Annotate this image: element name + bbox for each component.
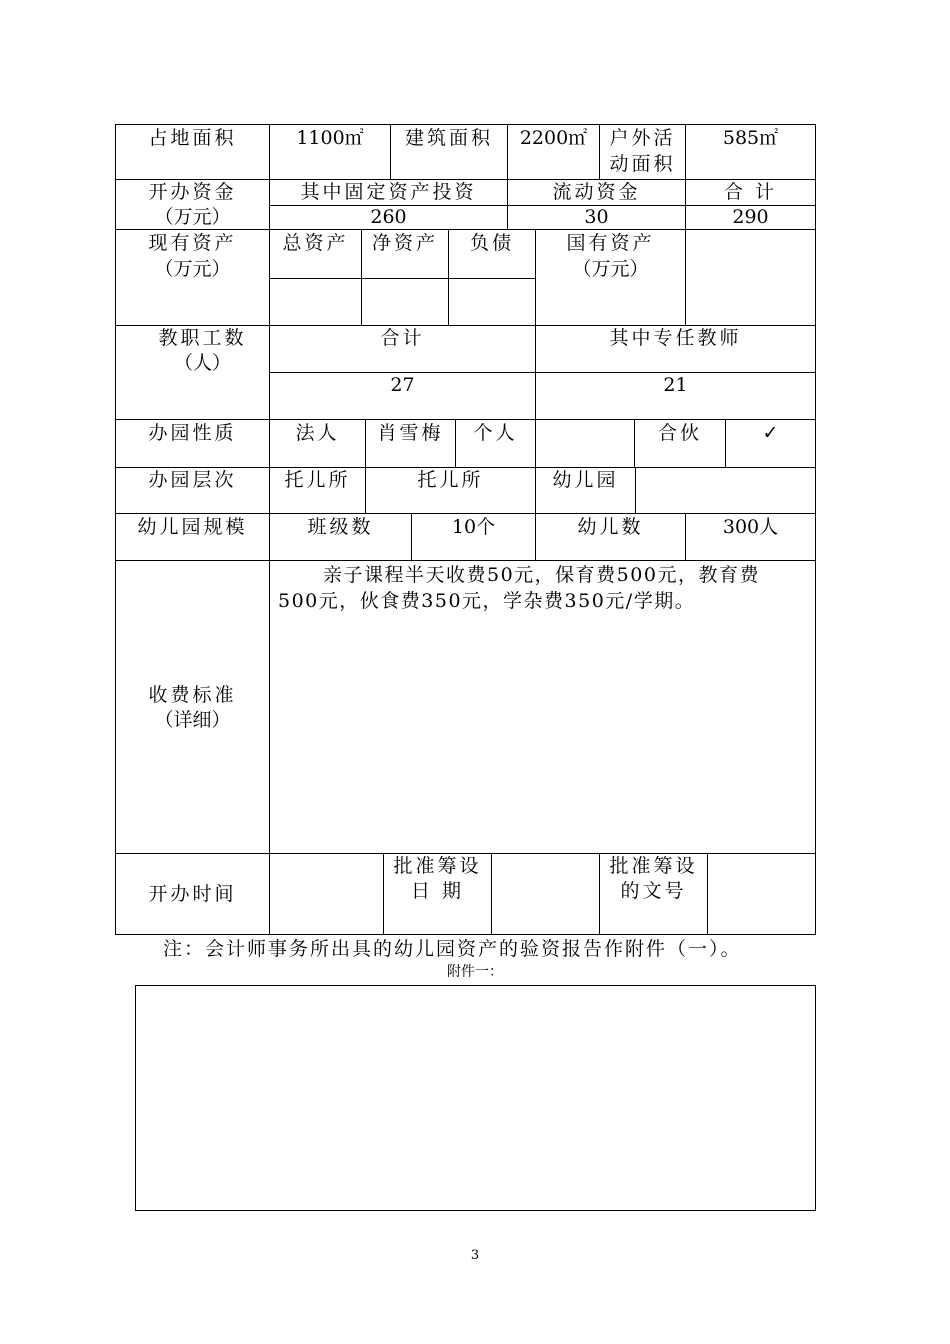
total-label: 合 计 <box>723 181 778 203</box>
level-kindergarten-label: 幼儿园 <box>552 469 619 491</box>
classes-value: 10个 <box>451 516 496 538</box>
scale-label: 幼儿园规模 <box>137 516 248 538</box>
cell-approval-doc-value <box>707 853 816 935</box>
cell-liabilities-value <box>448 278 536 326</box>
fixed-asset-value: 260 <box>370 206 407 228</box>
children-label: 幼儿数 <box>577 516 644 538</box>
fees-label: 收费标准 <box>148 684 237 706</box>
current-assets-unit: （万元） <box>154 258 231 280</box>
level-nursery-value: 托儿所 <box>417 469 484 491</box>
note-text: 注：会计师事务所出具的幼儿园资产的验资报告作附件（一）。 <box>163 938 742 960</box>
cell-total-assets-value <box>269 278 362 326</box>
staff-total-value: 27 <box>390 374 415 396</box>
building-area-label: 建筑面积 <box>404 127 493 149</box>
state-assets-label: 国有资产 <box>566 232 655 254</box>
building-area-value: 2200㎡ <box>519 127 588 149</box>
teachers-label: 其中专任教师 <box>609 327 742 349</box>
state-assets-unit: （万元） <box>572 258 649 280</box>
staff-total-label: 合计 <box>380 327 425 349</box>
outdoor-area-value: 585㎡ <box>722 127 779 149</box>
startup-funds-label: 开办资金 <box>148 181 237 203</box>
working-capital-value: 30 <box>584 206 609 228</box>
attachment-label: 附件一： <box>447 964 503 980</box>
total-assets-label: 总资产 <box>282 232 349 254</box>
cell-level-kindergarten-value <box>635 467 816 514</box>
liabilities-label: 负债 <box>469 232 514 254</box>
classes-label: 班级数 <box>307 516 374 538</box>
net-assets-label: 净资产 <box>371 232 438 254</box>
approval-date-label-line-1: 批准筹设 <box>393 855 482 877</box>
staff-unit: （人） <box>173 352 231 374</box>
outdoor-area-label-line-2: 动面积 <box>609 153 676 175</box>
individual-label: 个人 <box>473 422 518 444</box>
level-nursery-label: 托儿所 <box>284 469 351 491</box>
outdoor-area-label-line-1: 户外活 <box>609 127 676 149</box>
fees-detail-line-2: 500元，伙食费350元，学杂费350元/学期。 <box>278 590 696 612</box>
land-area-value: 1100㎡ <box>296 127 364 149</box>
fees-unit: （详细） <box>154 709 231 731</box>
cell-open-time-value <box>269 853 384 935</box>
cell-approval-date-value <box>491 853 600 935</box>
teachers-value: 21 <box>663 374 688 396</box>
check-mark-icon: ✓ <box>762 422 779 444</box>
page-number: 3 <box>470 1248 480 1263</box>
open-time-label: 开办时间 <box>148 883 237 905</box>
current-assets-label: 现有资产 <box>148 232 237 254</box>
partnership-label: 合伙 <box>657 422 702 444</box>
cell-net-assets-value <box>361 278 449 326</box>
legal-person-value: 肖雪梅 <box>377 422 444 444</box>
total-value: 290 <box>732 206 769 228</box>
attachment-box <box>135 985 816 1211</box>
approval-doc-label-line-2: 的文号 <box>620 880 687 902</box>
staff-label: 教职工数 <box>158 327 247 349</box>
startup-funds-unit: （万元） <box>154 206 231 228</box>
land-area-label: 占地面积 <box>148 127 237 149</box>
fixed-asset-label: 其中固定资产投资 <box>300 181 477 203</box>
approval-date-label-line-2: 日 期 <box>410 880 465 902</box>
nature-label: 办园性质 <box>148 422 237 444</box>
approval-doc-label-line-1: 批准筹设 <box>609 855 698 877</box>
fees-detail-line-1: 亲子课程半天收费50元，保育费500元，教育费 <box>323 564 760 586</box>
cell-individual-value <box>535 419 635 468</box>
cell-state-assets-value <box>685 229 816 326</box>
legal-person-label: 法人 <box>295 422 340 444</box>
children-value: 300人 <box>722 516 779 538</box>
working-capital-label: 流动资金 <box>552 181 641 203</box>
level-label: 办园层次 <box>148 469 237 491</box>
